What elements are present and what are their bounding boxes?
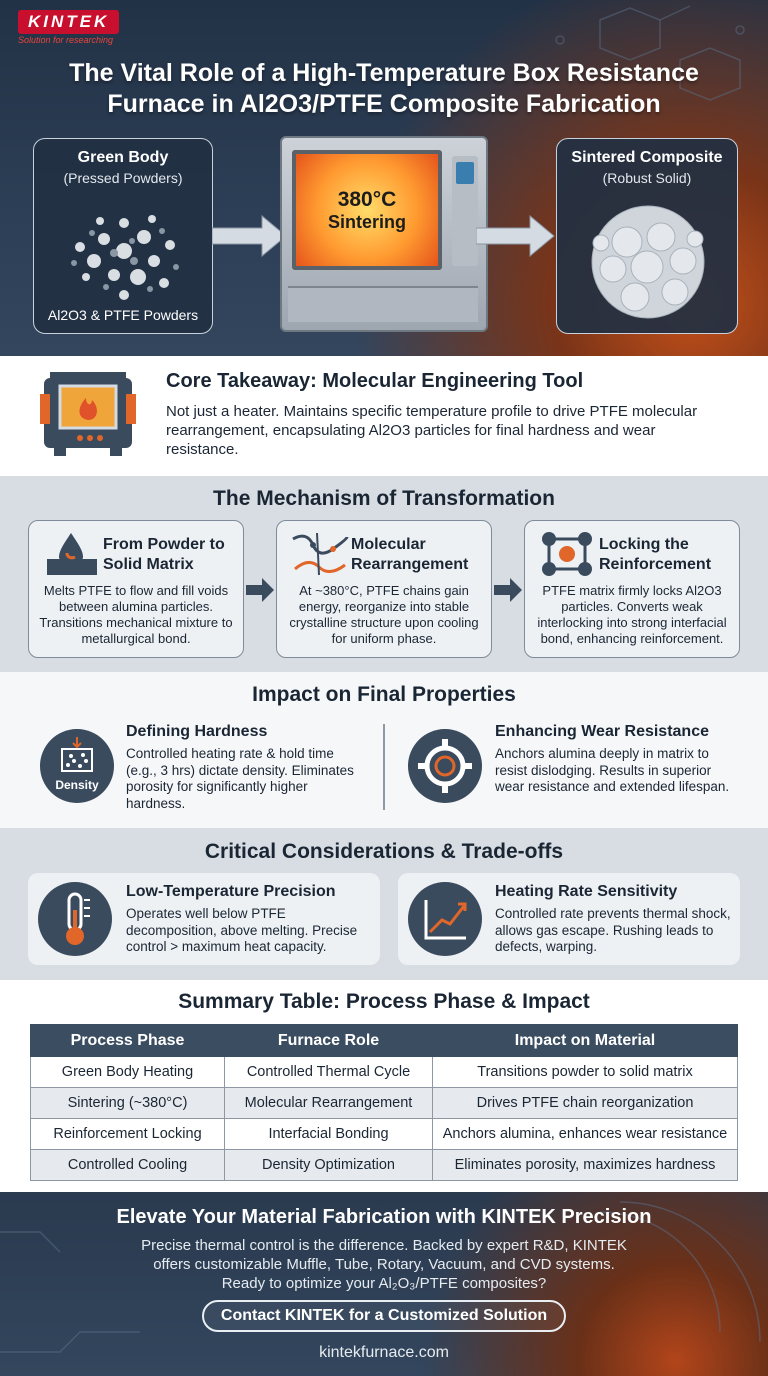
- furnace-base: [288, 286, 478, 322]
- precision-card: [28, 873, 380, 965]
- hardness-text: Controlled heating rate & hold time (e.g., 3 hrs) dictate density. Eliminates porosity for significantly higher hardness.: [126, 746, 354, 811]
- mechanism-card-text: At ~380°C, PTFE chains gain energy, reorganize into stable crystalline structure upon cooling for uniform phase.: [289, 583, 479, 646]
- cta-line: Precise thermal control is the difference. Backed by expert R&D, KINTEK: [141, 1237, 627, 1254]
- thermometer-icon: [38, 882, 112, 956]
- sintered-composite-card: [556, 138, 738, 334]
- furnace-display-icon: [456, 162, 474, 184]
- cta-text: [90, 1236, 678, 1293]
- gear-icon: [408, 729, 482, 803]
- green-body-title: Green Body: [77, 149, 169, 166]
- arrow-right-icon: [476, 214, 556, 258]
- sintered-title: Sintered Composite: [571, 149, 723, 166]
- arrow-right-icon: [212, 214, 288, 258]
- table-row: [31, 1088, 738, 1119]
- furnace-chamber: [292, 150, 442, 270]
- cta-line: offers customizable Muffle, Tube, Rotary, Vacuum, and CVD systems.: [153, 1256, 615, 1273]
- precision-title: Low-Temperature Precision: [126, 883, 336, 900]
- table-row: [31, 1119, 738, 1150]
- melt-droplet-icon: [41, 529, 101, 579]
- table-row: [31, 1150, 738, 1181]
- cta-section: [0, 1192, 768, 1376]
- mechanism-card-locking: [524, 520, 740, 658]
- table-cell: Interfacial Bonding: [225, 1119, 433, 1150]
- table-cell: Drives PTFE chain reorganization: [433, 1088, 738, 1119]
- furnace-illustration: [280, 136, 488, 332]
- table-header-row: [31, 1025, 738, 1057]
- density-icon-label: Density: [55, 778, 99, 792]
- green-body-caption: Al2O3 & PTFE Powders: [47, 307, 199, 323]
- table-cell: Transitions powder to solid matrix: [433, 1057, 738, 1088]
- table-cell: Controlled Cooling: [31, 1150, 225, 1181]
- density-icon: [40, 729, 114, 803]
- table-cell: Green Body Heating: [31, 1057, 225, 1088]
- core-takeaway-text: Not just a heater. Maintains specific temperature profile to drive PTFE molecular rearrangement, encapsulating Al2O3 particles for final hardness and wear resistance.: [166, 403, 698, 458]
- column-header: Furnace Role: [225, 1025, 433, 1057]
- core-takeaway-title: Core Takeaway: Molecular Engineering Tool: [166, 370, 584, 392]
- polymer-chain-icon: [289, 529, 349, 579]
- sintered-subtitle: (Robust Solid): [602, 170, 692, 186]
- rising-line-glyph: [408, 882, 482, 956]
- mechanism-card-text: Melts PTFE to flow and fill voids between alumina particles. Transitions mechanical mixture to metallurgical bond.: [39, 583, 233, 646]
- hero-banner: [0, 0, 768, 356]
- mechanism-card-title: Molecular Rearrangement: [351, 536, 469, 573]
- contact-button[interactable]: Contact KINTEK for a Customized Solution: [202, 1300, 566, 1332]
- mechanism-title: The Mechanism of Transformation: [213, 487, 555, 510]
- website-link[interactable]: kintekfurnace.com: [319, 1344, 449, 1361]
- table-cell: Eliminates porosity, maximizes hardness: [433, 1150, 738, 1181]
- summary-table: [30, 1024, 738, 1181]
- heating-rate-text: Controlled rate prevents thermal shock, allows gas escape. Rushing leads to defects, warping.: [495, 906, 731, 954]
- impact-title: Impact on Final Properties: [252, 683, 516, 706]
- furnace-control-panel: [452, 156, 478, 266]
- sintered-solid-icon: [557, 197, 739, 327]
- wear-text: Anchors alumina deeply in matrix to resist dislodging. Results in superior wear resistance and extended lifespan.: [495, 746, 730, 794]
- mechanism-card-powder: [28, 520, 244, 658]
- impact-divider: [383, 724, 385, 810]
- heating-rate-title: Heating Rate Sensitivity: [495, 883, 678, 900]
- furnace-temperature: 380°C: [337, 188, 397, 211]
- logo-tagline: Solution for researching: [18, 35, 114, 45]
- mechanism-card-title: Locking the Reinforcement: [599, 536, 712, 573]
- furnace-process-label: Sintering: [327, 212, 406, 232]
- mechanism-card-text: PTFE matrix firmly locks Al2O3 particles. Converts weak interlocking into strong interfacial bond, enhancing reinforcement.: [537, 583, 727, 646]
- table-cell: Reinforcement Locking: [31, 1119, 225, 1150]
- page-title: [20, 58, 748, 120]
- furnace-fire-icon: [40, 368, 136, 464]
- green-body-card: [33, 138, 213, 334]
- title-line-2: Furnace in Al2O3/PTFE Composite Fabrication: [107, 90, 661, 118]
- kintek-logo[interactable]: [18, 10, 119, 45]
- arrow-right-icon: [494, 578, 522, 602]
- precision-text: Operates well below PTFE decomposition, above melting. Precise control > maximum heat capacity.: [126, 906, 358, 954]
- mechanism-card-rearrangement: [276, 520, 492, 658]
- summary-title: Summary Table: Process Phase & Impact: [178, 990, 590, 1013]
- column-header: Process Phase: [31, 1025, 225, 1057]
- wear-title: Enhancing Wear Resistance: [495, 723, 709, 740]
- gear-wear-icon: [408, 729, 482, 803]
- cta-line: Ready to optimize your Al₂O₃/PTFE composites?: [221, 1275, 547, 1292]
- powder-particles-icon: [34, 191, 214, 311]
- table-cell: Anchors alumina, enhances wear resistance: [433, 1119, 738, 1150]
- mechanism-card-title: From Powder to Solid Matrix: [103, 536, 225, 573]
- hardness-title: Defining Hardness: [126, 723, 268, 740]
- trend-chart-icon: [408, 882, 482, 956]
- core-takeaway-section: [0, 356, 768, 476]
- table-cell: Sintering (~380°C): [31, 1088, 225, 1119]
- arrow-right-icon: [246, 578, 274, 602]
- table-cell: Controlled Thermal Cycle: [225, 1057, 433, 1088]
- table-cell: Density Optimization: [225, 1150, 433, 1181]
- logo-text: KINTEK: [18, 10, 119, 34]
- critical-title: Critical Considerations & Trade-offs: [204, 840, 564, 863]
- heating-rate-card: [398, 873, 740, 965]
- cta-title: Elevate Your Material Fabrication with KINTEK Precision: [116, 1206, 652, 1228]
- table-cell: Molecular Rearrangement: [225, 1088, 433, 1119]
- lattice-lock-icon: [537, 529, 597, 579]
- green-body-subtitle: (Pressed Powders): [63, 170, 183, 186]
- table-row: [31, 1057, 738, 1088]
- thermometer-glyph: [38, 882, 112, 956]
- column-header: Impact on Material: [433, 1025, 738, 1057]
- title-line-1: The Vital Role of a High-Temperature Box Resistance: [69, 59, 699, 87]
